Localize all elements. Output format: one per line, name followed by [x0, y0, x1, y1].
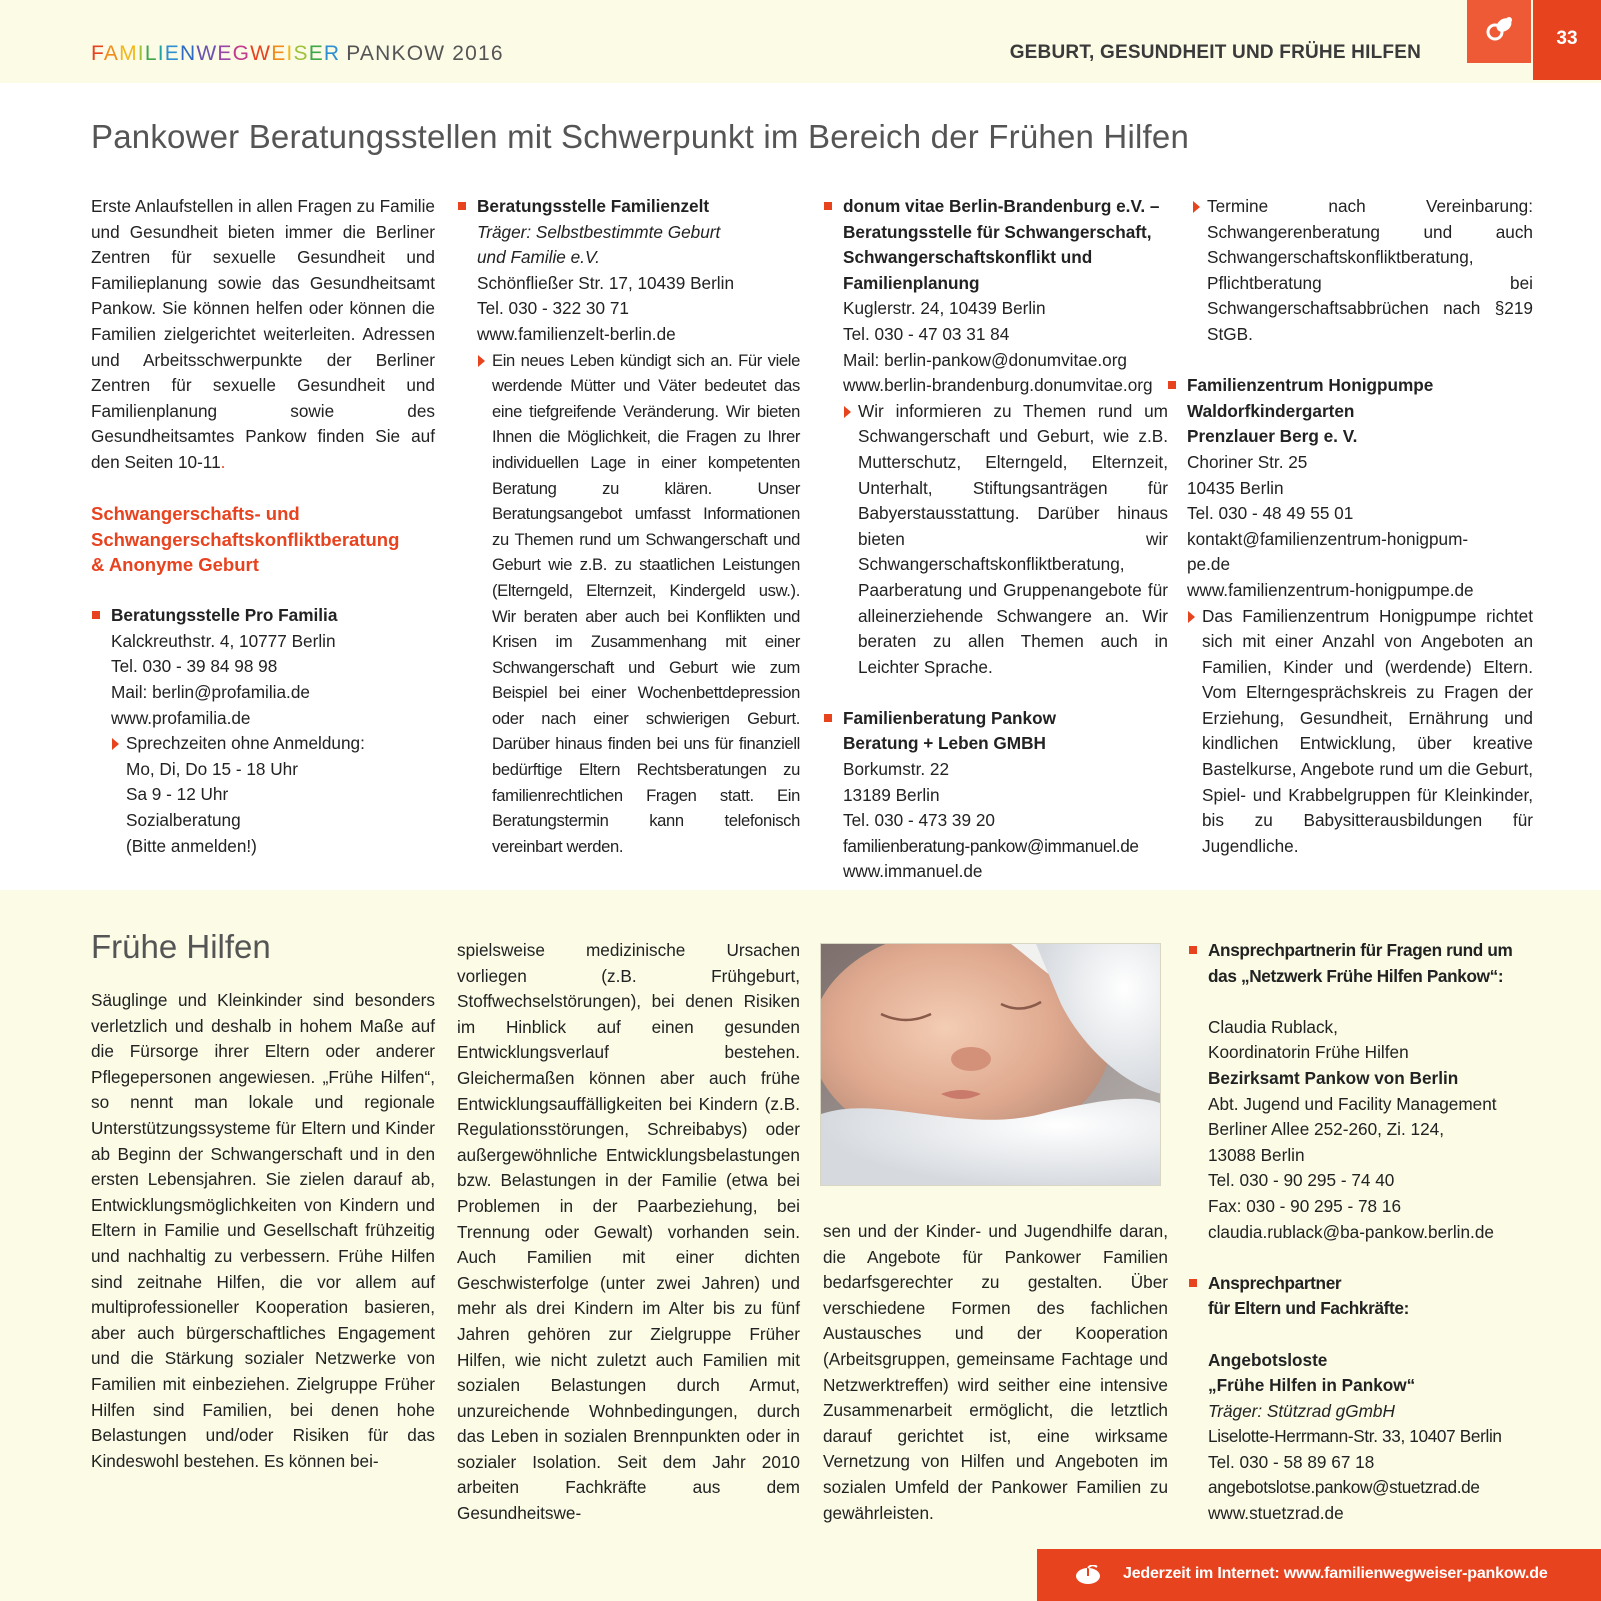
subheading-pregnancy-counseling: Schwangerschafts- und Schwangerschaftskonfliktberatung & Anonyme Geburt — [91, 503, 400, 576]
city: 10435 Berlin — [1187, 477, 1284, 498]
service-name: Angebotsloste — [1208, 1349, 1328, 1370]
baby-image — [821, 944, 1161, 1186]
website: www.profamilia.de — [111, 707, 251, 728]
phone: Tel. 030 - 90 295 - 74 40 — [1208, 1170, 1395, 1191]
contact-heading: Ansprechpartner — [1208, 1272, 1342, 1293]
phone: Tel. 030 - 47 03 31 84 — [843, 323, 1010, 344]
email: familienberatung-pankow@immanuel.de — [843, 835, 1139, 856]
address: Liselotte-Herrmann-Str. 33, 10407 Berlin — [1208, 1426, 1502, 1447]
sponsor: Träger: Stützrad gGmbH — [1208, 1400, 1395, 1421]
brand-letter: E — [164, 42, 180, 65]
arrow-right-icon — [1188, 611, 1195, 623]
list-item-familienberatung — [823, 706, 1168, 885]
hours-line: Sozialberatung — [126, 809, 241, 830]
description-text: Ein neues Leben kündigt sich an. Für viele werdende Mütter und Väter bedeutet das eine tiefgreifende Veränderung. Wir bieten Ihnen die Möglichkeit, die Fragen zu Ihrer individuellen Lage in einer kompetenten Beratung zu klären. Unser Beratungsangebot umfasst Informationen zu Themen rund um Schwangerschaft und Geburt wie z.B. zu staatlichen Leistungen (Elterngeld, Elternzeit, Kindergeld usw.). Wir beraten aber auch bei Konflikten und Krisen im Zusammenhang mit einer Schwangerschaft und Geburt wie zum Beispiel bei einer Wochenbettdepression oder nach einer schwierigen Geburt. Darüber hinaus finden bei uns für finanziell bedürftige Eltern Rechtsberatungen zu familienrechtlichen Fragen statt. Ein Beratungstermin kann telefonisch vereinbart werden. — [492, 350, 800, 856]
brand-title — [91, 42, 504, 66]
brand-wordmark — [91, 42, 340, 65]
address: Borkumstr. 22 — [843, 759, 950, 780]
brand-letter: E — [217, 42, 233, 65]
brand-letter: S — [293, 42, 309, 65]
contact-organization: Bezirksamt Pankow von Berlin — [1208, 1067, 1459, 1088]
org-name: donum vitae Berlin-Brandenburg e.V. – Beratungsstelle für Schwangerschaft, Schwangerschaftskonflikt und Familienplanung — [843, 196, 1160, 293]
body-text: spielsweise medizinische Ursachen vorliegen (z.B. Frühgeburt, Stoffwechselstörungen), bei denen Risiken im Hinblick auf einen gesunden Entwicklungsverlauf bestehen. Gleichermaßen können aber auch frühe Entwicklungsauffälligkeiten bei Kindern (z.B. Regulationsstörungen, Schreibabys) oder außergewöhnliche Entwicklungsbelastungen bzw. Belastungen in der Familie (etwa bei Problemen in der Paarbeziehung, bei Trennung oder Gewalt) vorhanden sein. Auch Familien mit einer dichten Geschwisterfolge (unter zwei Jahren) und mehr als drei Kindern im Alter bis zu fünf Jahren gehören zur Zielgruppe Früher Hilfen, wie nicht zuletzt auch Familien mit sozialen Belastungen durch Armut, unzureichende Wohnbedingungen, durch das Leben in sozialen Brennpunkten oder in sozialer Isolation. Seit dem Jahr 2010 arbeiten Fachkräfte aus dem Gesundheitswe- — [457, 940, 800, 1524]
early-help-column-2 — [457, 938, 800, 1527]
contact-network-coordinator — [1188, 938, 1535, 1245]
org-name: Beratungsstelle Pro Familia — [111, 605, 338, 626]
bullet-square-icon — [1189, 1279, 1197, 1287]
arrow-right-icon — [478, 355, 485, 367]
description — [1187, 604, 1533, 860]
email: claudia.rublack@ba-pankow.berlin.de — [1208, 1221, 1494, 1242]
bullet-square-icon — [824, 714, 832, 722]
address: Choriner Str. 25 — [1187, 451, 1308, 472]
body-text: sen und der Kinder- und Jugendhilfe daran, die Angebote für Pankower Familien bedarfsgerechter zu gestalten. Über verschiedene Formen des fachlichen Austausches und der Kooperation (Arbeitsgruppen, gemeinsame Fachtage und Netzwerktreffen) wird seither eine intensive Zusammenarbeit ermöglicht, die letztlich darauf gerichtet ist, eine wirksame Vernetzung von Hilfen und Angeboten im sozialen Umfeld der Pankower Familien zu gewährleisten. — [823, 1221, 1168, 1523]
intro-text: Erste Anlaufstellen in allen Fragen zu Familie und Gesundheit bieten immer die Berliner Zentren für sexuelle Gesundheit und Familieplanung sowie das Gesundheitsamt Pankow. Sie können helfen oder können die Familien zielgerichtet weiterleiten. Adressen und Arbeitsschwerpunkte der Berliner Zentren für sexuelle Gesundheit und Familienplanung sowie des Gesundheitsamtes Pankow finden Sie auf den Seiten 10-11. — [91, 196, 435, 472]
sponsor: Träger: Selbstbestimmte Geburt und Familie e.V. — [477, 221, 721, 268]
brand-letter: I — [137, 42, 145, 65]
donum-appointments — [1187, 194, 1533, 348]
appointments-note — [1187, 194, 1533, 348]
hours-label: Sprechzeiten ohne Anmeldung: — [126, 733, 365, 754]
brand-letter: I — [157, 42, 165, 65]
contact-name: Claudia Rublack, — [1208, 1016, 1338, 1037]
contact-heading: für Eltern und Fachkräfte: — [1208, 1298, 1409, 1319]
page-title: Pankower Beratungsstellen mit Schwerpunkt im Bereich der Frühen Hilfen — [91, 118, 1190, 155]
early-help-column-1 — [91, 988, 435, 1474]
list-item-donum-vitae — [823, 194, 1168, 680]
section-heading-fruehe-hilfen: Frühe Hilfen — [91, 928, 271, 965]
brand-letter: A — [103, 42, 120, 65]
email: kontakt@familienzentrum-honigpum- — [1187, 528, 1469, 549]
service-name: „Frühe Hilfen in Pankow“ — [1208, 1375, 1416, 1396]
brand-letter: I — [286, 42, 294, 65]
section-title: GEBURT, GESUNDHEIT UND FRÜHE HILFEN — [1009, 42, 1421, 63]
hours-line: Sa 9 - 12 Uhr — [126, 784, 229, 805]
contact-heading: Ansprechpartnerin für Fragen rund um das „Netzwerk Frühe Hilfen Pankow“: — [1208, 940, 1513, 986]
pacifier-icon — [1485, 14, 1515, 44]
brand-letter: R — [323, 42, 341, 65]
list-item-honigpumpe — [1167, 373, 1533, 859]
org-name: Waldorfkindergarten — [1187, 400, 1355, 421]
org-name: Beratung + Leben GMBH — [843, 733, 1046, 754]
honigpumpe-column — [1187, 194, 1533, 859]
bullet-square-icon — [1168, 381, 1176, 389]
website: www.berlin-brandenburg.donumvitae.org — [843, 375, 1153, 396]
contact-department: Abt. Jugend und Facility Management — [1208, 1093, 1497, 1114]
email: angebotslotse.pankow@stuetzrad.de — [1208, 1477, 1480, 1498]
familienzelt-column — [457, 194, 800, 859]
phone: Tel. 030 - 39 84 98 98 — [111, 656, 278, 677]
brand-letter: G — [232, 42, 251, 65]
arrow-right-icon — [844, 406, 851, 418]
contact-angebotslotse — [1188, 1271, 1535, 1527]
address: Kuglerstr. 24, 10439 Berlin — [843, 298, 1046, 319]
donum-vitae-column — [823, 194, 1168, 885]
website: www.familienzentrum-honigpumpe.de — [1187, 579, 1474, 600]
website: www.immanuel.de — [843, 861, 983, 882]
city: 13088 Berlin — [1208, 1144, 1305, 1165]
body-text: Säuglinge und Kleinkinder sind besonders verletzlich und deshalb in hohem Maße auf die Fürsorge ihrer Eltern oder anderer Pflegepersonen angewiesen. „Frühe Hilfen“, so nennt man lokale und regionale Unterstützungssysteme für Eltern und Kinder ab Beginn der Schwangerschaft und in den ersten Lebensjahren. Sie zielen darauf ab, Entwicklungsmöglichkeiten von Kindern und Eltern in Familie und Gesellschaft frühzeitig und nachhaltig zu verbessern. Frühe Hilfen sind zeitnahe Hilfen, die vor allem auf multiprofessioneller Kooperation basieren, aber auch bürgerschaftliches Engagement und die Stärkung sozialer Netzwerke von Familien mit einbeziehen. Zielgruppe Früher Hilfen sind Familien, bei denen hohe Belastungen und/oder Risiken für das Kindeswohl bestehen. Es können bei- — [91, 990, 435, 1471]
bullet-square-icon — [92, 611, 100, 619]
org-name: Prenzlauer Berg e. V. — [1187, 426, 1358, 447]
phone: Tel. 030 - 48 49 55 01 — [1187, 503, 1354, 524]
org-name: Familienberatung Pankow — [843, 707, 1056, 728]
brand-letter: W — [196, 42, 218, 65]
website: www.stuetzrad.de — [1208, 1503, 1344, 1524]
website: www.familienzelt-berlin.de — [477, 323, 676, 344]
phone: Tel. 030 - 322 30 71 — [477, 298, 629, 319]
fax: Fax: 030 - 90 295 - 78 16 — [1208, 1195, 1402, 1216]
phone: Tel. 030 - 58 89 67 18 — [1208, 1451, 1375, 1472]
brand-suffix: PANKOW 2016 — [346, 42, 504, 65]
sleeping-baby-photo — [820, 943, 1161, 1186]
description — [477, 348, 800, 860]
early-help-column-3 — [823, 1219, 1168, 1526]
description — [843, 399, 1168, 681]
brand-letter: L — [144, 42, 158, 65]
brand-letter: E — [271, 42, 287, 65]
brand-letter: M — [119, 42, 138, 65]
org-name: Familienzentrum Honigpumpe — [1187, 375, 1434, 396]
bullet-square-icon — [824, 202, 832, 210]
address: Kalckreuthstr. 4, 10777 Berlin — [111, 630, 336, 651]
brand-letter: N — [180, 42, 197, 65]
hours-line: Mo, Di, Do 15 - 18 Uhr — [126, 758, 298, 779]
brand-letter: E — [308, 42, 324, 65]
page-header — [0, 0, 1601, 83]
list-item-familienzelt — [457, 194, 800, 859]
list-item-profamilia — [91, 603, 435, 859]
description-text: Das Familienzentrum Honigpumpe richtet sich mit einer Anzahl von Angeboten an Familien, Kinder und (werdende) Eltern. Vom Elterngesprächskreis zu Fragen der Erziehung, Gesundheit, Ernährung und kindlichen Entwicklung, über kreative Bastelkurse, Angebote rund um die Geburt, Spiel- und Krabbelgruppen für Kleinkinder, bis zu Babysitterausbildungen für Jugendliche. — [1202, 605, 1533, 856]
contact-role: Koordinatorin Frühe Hilfen — [1208, 1042, 1409, 1063]
city: 13189 Berlin — [843, 784, 940, 805]
email: Mail: berlin-pankow@donumvitae.org — [843, 349, 1127, 370]
email-continued: pe.de — [1187, 554, 1231, 575]
intro-column — [91, 194, 435, 859]
address: Schönfließer Str. 17, 10439 Berlin — [477, 272, 735, 293]
opening-hours — [111, 731, 435, 859]
address: Berliner Allee 252-260, Zi. 124, — [1208, 1119, 1444, 1140]
arrow-right-icon — [112, 738, 119, 750]
footer-text: Jederzeit im Internet: www.familienwegweiser-pankow.de — [1123, 1565, 1548, 1582]
arrow-right-icon — [1193, 201, 1200, 213]
page-number: 33 — [1533, 0, 1601, 80]
contacts-column — [1190, 938, 1535, 1527]
phone: Tel. 030 - 473 39 20 — [843, 810, 995, 831]
email: Mail: berlin@profamilia.de — [111, 682, 310, 702]
section-tab — [1467, 0, 1531, 63]
org-name: Beratungsstelle Familienzelt — [477, 196, 710, 216]
description-text: Wir informieren zu Themen rund um Schwangerschaft und Geburt, wie z.B. Mutterschutz, Elterngeld, Elternzeit, Unterhalt, Stiftungsanträgen für Babyerstausstattung. Darüber hinaus bieten wir Schwangerschaftskonfliktberatung, Paarberatung und Gruppenangebote für alleinerziehende Schwangere an. Wir beraten zu allen Themen auch in Leichter Sprache. — [858, 400, 1168, 677]
hours-line: (Bitte anmelden!) — [126, 835, 257, 856]
bullet-square-icon — [1189, 946, 1197, 954]
appointments-text: Termine nach Vereinbarung: Schwangerenberatung und auch Schwangerschaftskonfliktberatung, Pflichtberatung bei Schwangerschaftsabbrüchen nach §219 StGB. — [1207, 196, 1533, 344]
mouse-icon — [1075, 1565, 1101, 1585]
brand-letter: W — [250, 42, 272, 65]
brand-letter: F — [91, 42, 104, 65]
bullet-square-icon — [458, 202, 466, 210]
footer-web-banner — [1037, 1549, 1601, 1601]
